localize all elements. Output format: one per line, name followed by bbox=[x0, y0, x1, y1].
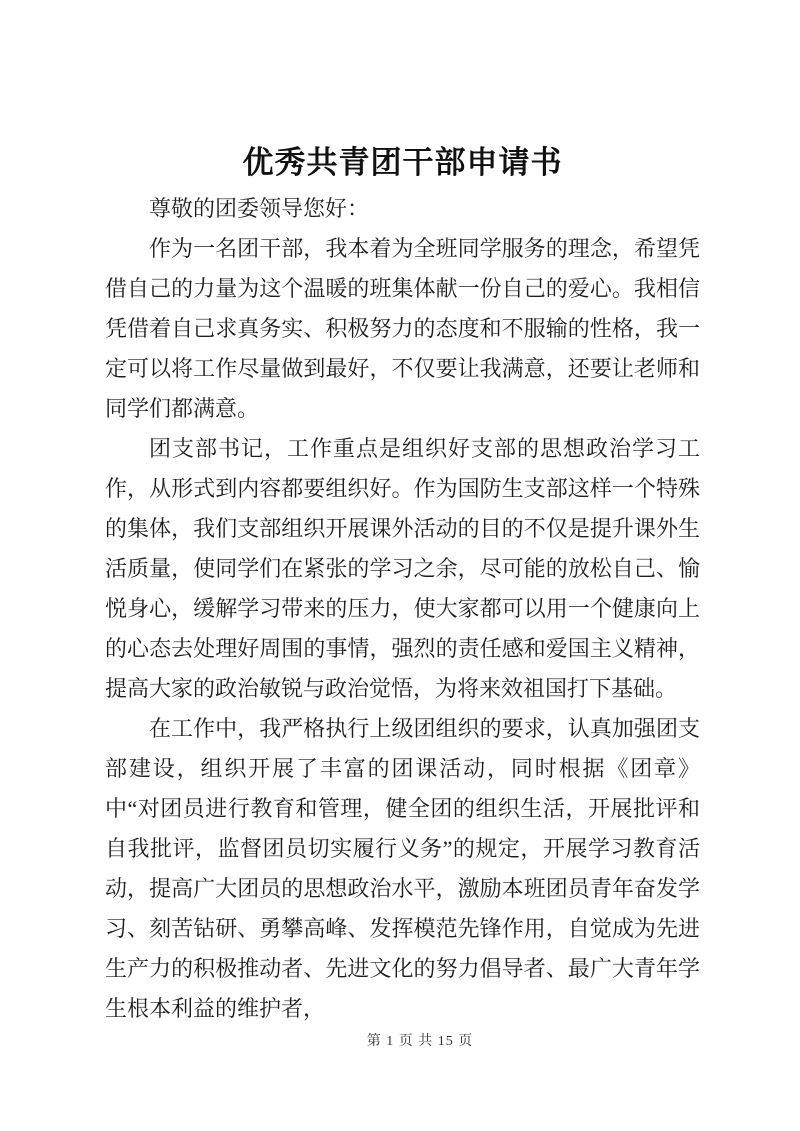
page-footer bbox=[0, 1032, 800, 1052]
document-title: 优秀共青团干部申请书 bbox=[242, 145, 563, 180]
greeting-line: 尊敬的团委领导您好： bbox=[149, 196, 370, 221]
body-paragraph-1: 作为一名团干部，我本着为全班同学服务的理念，希望凭借自己的力量为这个温暖的班集体献一份自己的爱心。我相信凭借着自己求真务实、积极努力的态度和不服输的性格，我一定可以将工作尽量做到最好，不仅要让我满意，还要让老师和同学们都满意。 bbox=[105, 236, 700, 421]
body-paragraph-3: 在工作中，我严格执行上级团组织的要求，认真加强团支部建设，组织开展了丰富的团课活动，同时根据《团章》中“对团员进行教育和管理，健全团的组织生活，开展批评和自我批评，监督团员切实履行义务”的规定，开展学习教育活动，提高广大团员的思想政治水平，激励本班团员青年奋发学习、刻苦钻研、勇攀高峰、发挥模范先锋作用，自觉成为先进生产力的积极推动者、先进文化的努力倡导者、最广大青年学生根本利益的维护者， bbox=[105, 716, 700, 1021]
body-paragraph-2: 团支部书记，工作重点是组织好支部的思想政治学习工作，从形式到内容都要组织好。作为国防生支部这样一个特殊的集体，我们支部组织开展课外活动的目的不仅是提升课外生活质量，使同学们在紧张的学习之余，尽可能的放松自己、愉悦身心，缓解学习带来的压力，使大家都可以用一个健康向上的心态去处理好周围的事情，强烈的责任感和爱国主义精神，提高大家的政治敏锐与政治觉悟，为将来效祖国打下基础。 bbox=[105, 436, 700, 701]
page-number-indicator: 第 1 页 共 15 页 bbox=[366, 1034, 474, 1049]
